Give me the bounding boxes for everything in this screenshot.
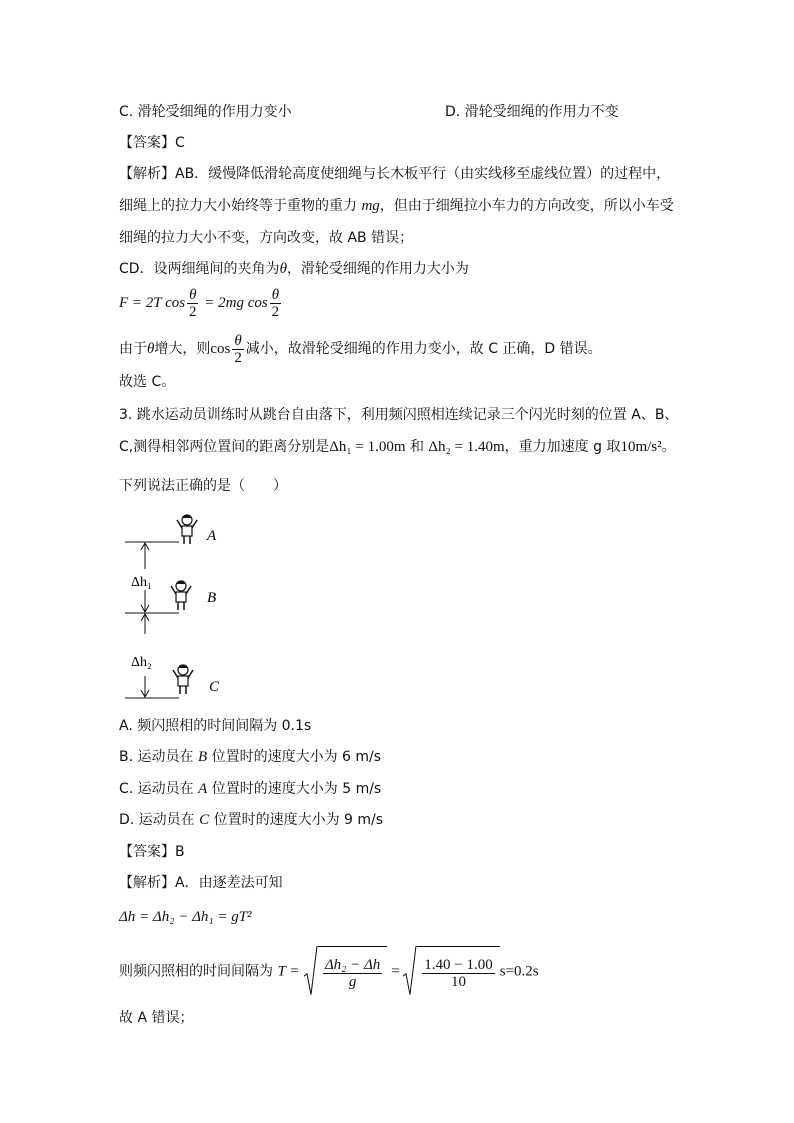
option-a: A. 频闪照相的时间间隔为 0.1s bbox=[119, 718, 312, 734]
analysis-text: ，滑轮受细绳的作用力大小为 bbox=[286, 261, 469, 277]
label-a: A bbox=[207, 528, 217, 544]
analysis-1-line-1 bbox=[119, 164, 670, 184]
fraction-theta-over-2 bbox=[232, 333, 243, 366]
formula-mid: = 2mg cos bbox=[200, 295, 268, 311]
cos-function: cos bbox=[210, 341, 231, 357]
variable-mg: mg bbox=[361, 198, 380, 214]
fraction-denominator: 2 bbox=[271, 304, 280, 321]
sqrt2-denominator: 10 bbox=[451, 974, 467, 991]
sqrt-numeric bbox=[403, 946, 499, 997]
answer-value: B bbox=[175, 844, 185, 860]
question-3-line-3: 下列说法正确的是（ ） bbox=[119, 478, 287, 494]
diver-diagram bbox=[119, 508, 259, 708]
analysis-text: CD．设两细绳间的夹角为 bbox=[119, 261, 280, 277]
question-3-line-2 bbox=[119, 437, 676, 457]
fraction-denominator: 2 bbox=[189, 304, 197, 321]
answer-1 bbox=[119, 133, 185, 153]
analysis-text: 减小，故滑轮受细绳的作用力变小，故 C 正确，D 错误。 bbox=[245, 341, 602, 357]
answer-value: C bbox=[175, 135, 185, 151]
analysis-text: ，但由于细绳拉小车力的方向改变，所以小车受 bbox=[379, 198, 674, 214]
analysis-text: A．由逐差法可知 bbox=[175, 875, 283, 891]
option-text: 位置时的速度大小为 6 m/s bbox=[207, 749, 382, 765]
question-text: 和 bbox=[405, 439, 429, 455]
formula-lhs: F = 2T cos bbox=[119, 295, 186, 311]
analysis-text: 由于 bbox=[119, 341, 147, 357]
option-d-top: D. 滑轮受细绳的作用力不变 bbox=[445, 104, 619, 120]
formula-successive-difference: Δh = Δh₂ − Δh₁ = gT² bbox=[119, 909, 252, 925]
position-var: C bbox=[199, 812, 210, 828]
option-text: 位置时的速度大小为 9 m/s bbox=[209, 812, 384, 828]
fraction-numerator: θ bbox=[271, 287, 280, 304]
option-text: C. 运动员在 bbox=[119, 781, 199, 797]
equals-sign: = bbox=[387, 963, 404, 980]
analysis-1-line-2 bbox=[119, 196, 674, 216]
variable-theta: θ bbox=[147, 341, 155, 357]
analysis-1-line-4 bbox=[119, 259, 469, 279]
fraction-theta-over-2 bbox=[270, 287, 281, 320]
diver-figure-a bbox=[177, 515, 197, 544]
analysis-text: 增大，则 bbox=[154, 341, 211, 357]
answer-tag: 【答案】 bbox=[119, 844, 175, 860]
position-var: B bbox=[197, 749, 208, 765]
analysis-1-line-7: 故选 C。 bbox=[119, 374, 176, 390]
fraction-theta-over-2 bbox=[187, 287, 198, 320]
analysis-3-line-1 bbox=[119, 873, 283, 893]
label-dh1: Δh₁ bbox=[131, 575, 152, 590]
option-text: B. 运动员在 bbox=[119, 749, 198, 765]
sqrt-symbolic bbox=[304, 946, 387, 997]
analysis-3-line-3 bbox=[119, 946, 539, 997]
option-text: 位置时的速度大小为 5 m/s bbox=[207, 781, 382, 797]
answer-3 bbox=[119, 842, 185, 862]
analysis-tag: 【解析】 bbox=[119, 166, 175, 182]
variable-theta: θ bbox=[279, 261, 287, 277]
diver-figure-b bbox=[171, 581, 191, 610]
question-text: C,测得相邻两位置间的距离分别是 bbox=[119, 439, 330, 455]
fraction-denominator: 2 bbox=[234, 349, 242, 366]
option-text: D. 运动员在 bbox=[119, 812, 200, 828]
radical-icon bbox=[403, 946, 417, 997]
label-c: C bbox=[209, 679, 220, 695]
fraction-numerator: θ bbox=[234, 332, 242, 349]
label-b: B bbox=[207, 590, 217, 606]
answer-tag: 【答案】 bbox=[119, 135, 175, 151]
analysis-3-line-4: 故 A 错误； bbox=[119, 1010, 194, 1026]
diver-figure-c bbox=[173, 665, 193, 694]
option-b bbox=[119, 747, 381, 767]
question-3-line-1: 3. 跳水运动员训练时从跳台自由落下，利用频闪照相连续记录三个闪光时刻的位置 A、B、 bbox=[119, 407, 679, 423]
sqrt2-numerator: 1.40 − 1.00 bbox=[424, 957, 493, 974]
question-text: ，重力加速度 g 取 bbox=[504, 439, 621, 455]
gravity-value: 10m/s² bbox=[620, 439, 662, 455]
analysis-text: AB．缓慢降低滑轮高度使细绳与长木板平行（由实线移至虚线位置）的过程中， bbox=[175, 166, 671, 182]
formula-force bbox=[119, 286, 283, 320]
fraction-numerator: θ bbox=[189, 287, 197, 304]
option-c bbox=[119, 779, 381, 799]
position-var: A bbox=[198, 781, 208, 797]
delta-h2-value: Δh₂ = 1.40m bbox=[428, 439, 505, 455]
analysis-1-line-3: 细绳的拉力大小不变，方向改变，故 AB 错误； bbox=[119, 230, 414, 246]
question-text: 。 bbox=[661, 439, 676, 455]
analysis-tag: 【解析】 bbox=[119, 875, 175, 891]
analysis-text: 细绳上的拉力大小始终等于重物的重力 bbox=[119, 198, 362, 214]
analysis-1-line-6 bbox=[119, 332, 602, 366]
sqrt1-denominator: g bbox=[348, 974, 357, 991]
radical-icon bbox=[304, 946, 318, 997]
delta-h1-value: Δh₁ = 1.00m bbox=[329, 439, 406, 455]
label-dh2: Δh₂ bbox=[131, 655, 152, 670]
option-c-top: C. 滑轮受细绳的作用力变小 bbox=[119, 104, 292, 120]
result-value: s=0.2s bbox=[499, 963, 539, 980]
formula-T: T = bbox=[277, 963, 300, 980]
option-d bbox=[119, 810, 383, 830]
sqrt1-numerator: Δh₂ − Δh bbox=[324, 957, 381, 974]
analysis-text: 则频闪照相的时间间隔为 bbox=[119, 963, 278, 980]
